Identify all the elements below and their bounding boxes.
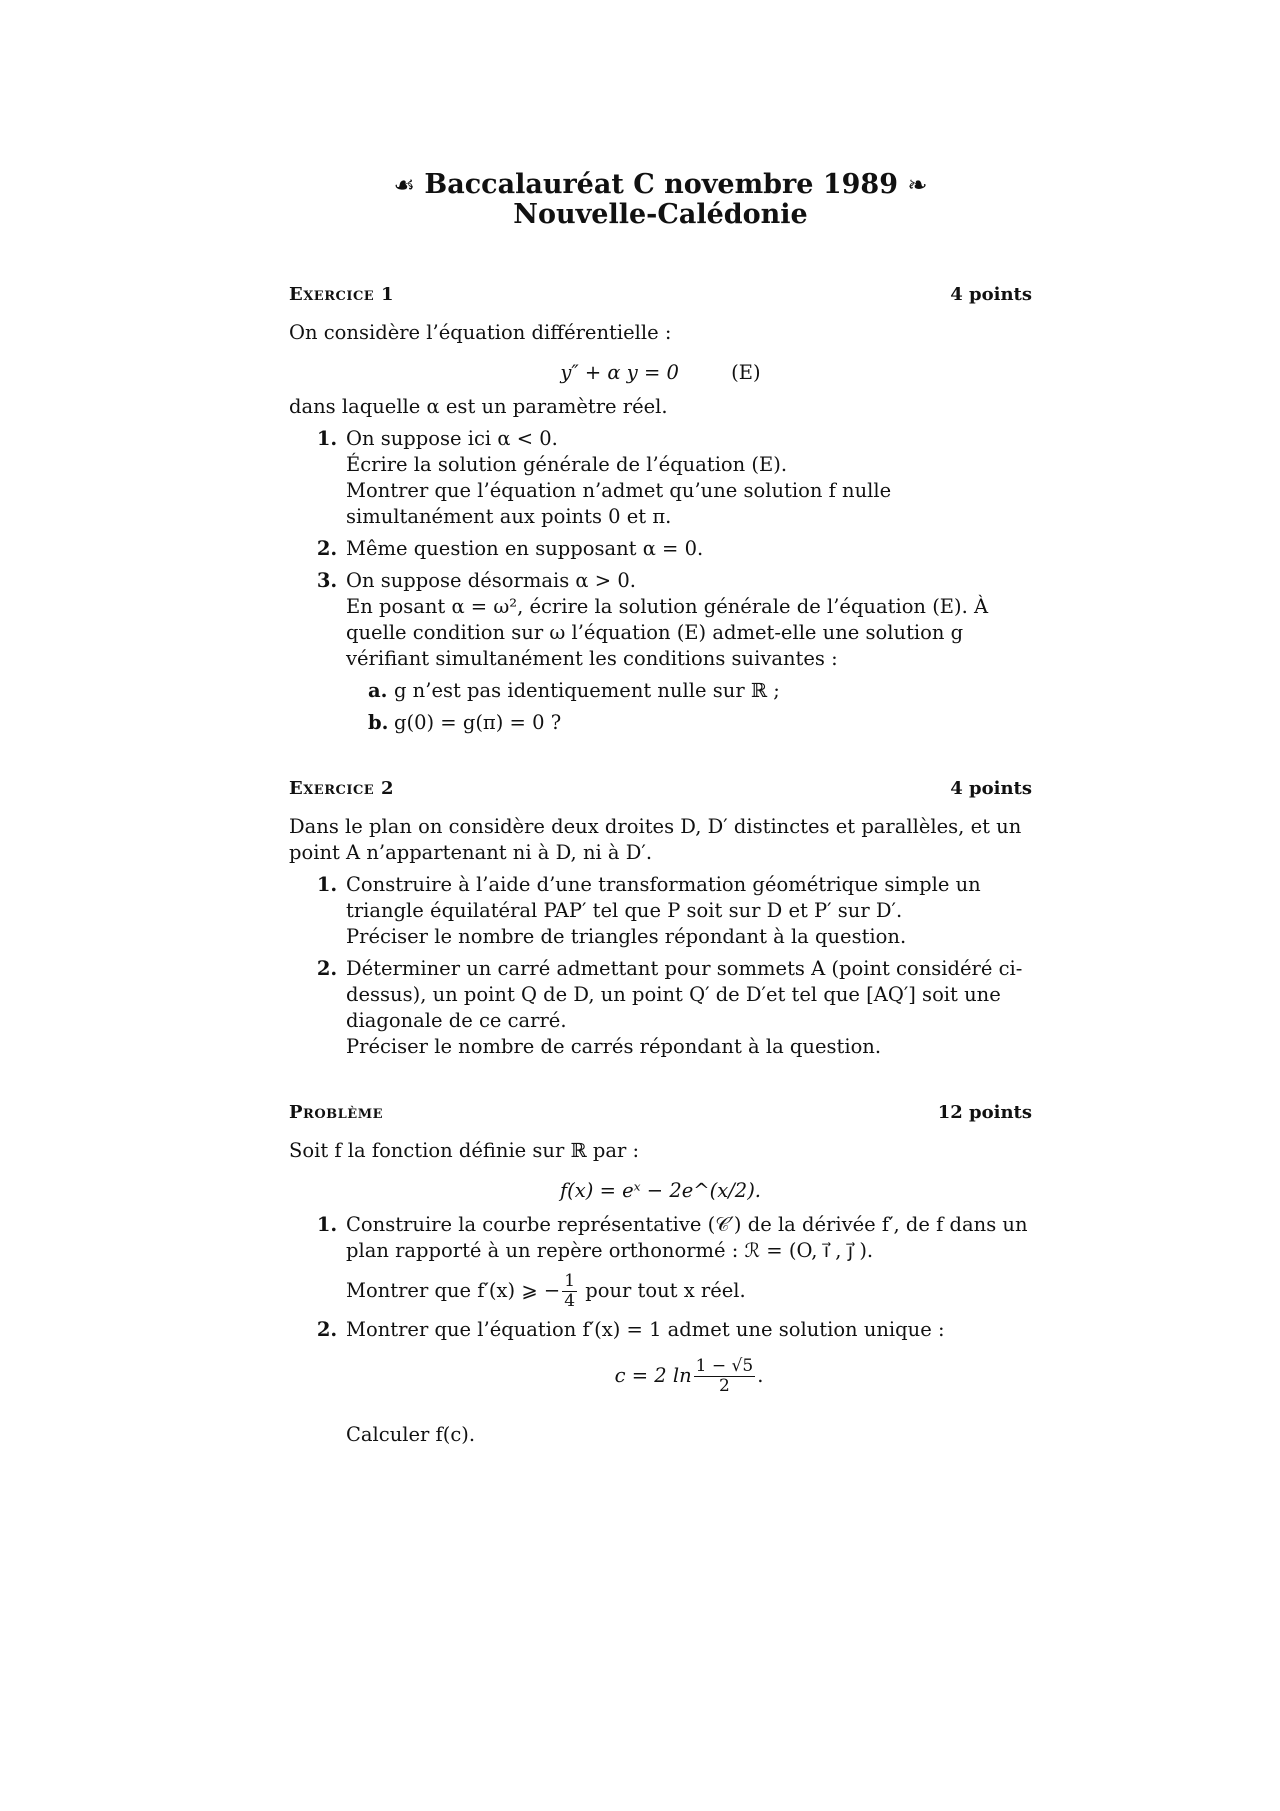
exercise-2-question-2 <box>344 956 1032 1060</box>
ornament-left-icon: ☙ <box>393 171 415 199</box>
exercise-2-intro: Dans le plan on considère deux droites D, D′ distinctes et parallèles, et un point A n’appartenant ni à D, ni à D′. <box>289 815 1022 864</box>
c-denominator: 2 <box>719 1376 730 1396</box>
problem-question-2 <box>344 1317 1032 1448</box>
prob-q1-line-1: 1. Construire la courbe représentative (𝒞′) de la dérivée f′, de f dans un plan rapporté à un repère orthonormé : ℛ = (O, ı⃗ , ȷ⃗ ). <box>346 1213 1028 1262</box>
condition-a-label: a. <box>368 679 388 702</box>
exercise-1-question-1 <box>344 426 1032 530</box>
exercise-2-label: Exercice 2 <box>289 778 394 799</box>
equation-expression: y″ + α y = 0 <box>560 361 679 384</box>
prob-q1-line-2 <box>346 1272 1032 1311</box>
q1-line-1: 1. On suppose ici α < 0. <box>346 427 558 450</box>
page-title <box>289 170 1032 230</box>
exercise-1-questions <box>289 426 1032 736</box>
q3-line-2: En posant α = ω², écrire la solution générale de l’équation (E). À quelle condition sur ω l’équation (E) admet-elle une solution g vérifiant simultanément les conditions suivantes : <box>346 595 989 670</box>
exercise-1-label: Exercice 1 <box>289 284 394 305</box>
condition-b-text: g(0) = g(π) = 0 ? <box>394 711 562 734</box>
exercise-1-points: 4 points <box>950 284 1032 305</box>
problem-points: 12 points <box>937 1102 1032 1123</box>
exercise-1-intro: On considère l’équation différentielle : <box>289 321 672 344</box>
problem-questions <box>289 1212 1032 1448</box>
exercise-2-header <box>289 776 1032 802</box>
document-content <box>289 170 1032 1488</box>
exercise-1-question-3 <box>344 568 1032 736</box>
exercise-1 <box>289 282 1032 736</box>
q2-line: 2. Même question en supposant α = 0. <box>346 537 704 560</box>
differential-equation <box>289 360 1032 386</box>
prob-q2-line-1: 2. Montrer que l’équation f′(x) = 1 admet une solution unique : <box>346 1318 945 1341</box>
fraction-numerator: 1 <box>564 1271 576 1291</box>
condition-b-label: b. <box>368 711 389 734</box>
q3-conditions <box>346 678 1032 736</box>
prob-q2-line-2: Calculer f(c). <box>346 1423 476 1446</box>
title-line-2: Nouvelle-Calédonie <box>513 199 808 230</box>
condition-a <box>368 678 1032 704</box>
exercise-1-after: dans laquelle α est un paramètre réel. <box>289 395 668 418</box>
prob-q1-pre: Montrer que f′(x) ⩾ − <box>346 1279 561 1302</box>
prob-q1-post: pour tout x réel. <box>585 1279 746 1302</box>
condition-a-text: g n’est pas identiquement nulle sur ℝ ; <box>394 679 780 702</box>
fraction-one-quarter <box>562 1272 577 1311</box>
c-post: . <box>757 1364 764 1387</box>
function-expression: f(x) = eˣ − 2e^(x/2). <box>559 1179 762 1202</box>
q1-line-2: Écrire la solution générale de l’équation (E). <box>346 453 788 476</box>
c-pre: c = 2 ln <box>614 1364 692 1387</box>
condition-b <box>368 710 1032 736</box>
q1-line-3: Montrer que l’équation n’admet qu’une solution f nulle simultanément aux points 0 et π. <box>346 479 892 528</box>
exercise-2-question-1 <box>344 872 1032 950</box>
ex2-q1-line-1: 1. Construire à l’aide d’une transformation géométrique simple un triangle équilatéral PAP′ tel que P soit sur D et P′ sur D′. <box>346 873 981 922</box>
exercise-2 <box>289 776 1032 1060</box>
problem-intro: Soit f la fonction définie sur ℝ par : <box>289 1139 640 1162</box>
exercise-1-header <box>289 282 1032 308</box>
equation-tag: (E) <box>731 361 761 384</box>
ex2-q2-line-1: 2. Déterminer un carré admettant pour sommets A (point considéré ci-dessus), un point Q de D, un point Q′ de D′et tel que [AQ′] soit une diagonale de ce carré. <box>346 957 1023 1032</box>
ex2-q1-line-2: Préciser le nombre de triangles répondant à la question. <box>346 925 907 948</box>
fraction-denominator: 4 <box>564 1291 576 1311</box>
ex2-q2-line-2: Préciser le nombre de carrés répondant à la question. <box>346 1035 882 1058</box>
exercise-2-points: 4 points <box>950 778 1032 799</box>
function-definition <box>289 1178 1032 1204</box>
exercise-1-question-2 <box>344 536 1032 562</box>
c-numerator: 1 − √5 <box>695 1356 754 1376</box>
title-line-1: Baccalauréat C novembre 1989 <box>424 169 899 200</box>
fraction-c <box>694 1357 756 1396</box>
exercise-2-questions <box>289 872 1032 1060</box>
problem <box>289 1100 1032 1448</box>
q3-line-1: 3. On suppose désormais α > 0. <box>346 569 636 592</box>
solution-c <box>346 1357 1032 1396</box>
problem-label: Problème <box>289 1102 383 1123</box>
problem-question-1 <box>344 1212 1032 1311</box>
problem-header <box>289 1100 1032 1126</box>
ornament-right-icon: ❧ <box>907 171 928 199</box>
